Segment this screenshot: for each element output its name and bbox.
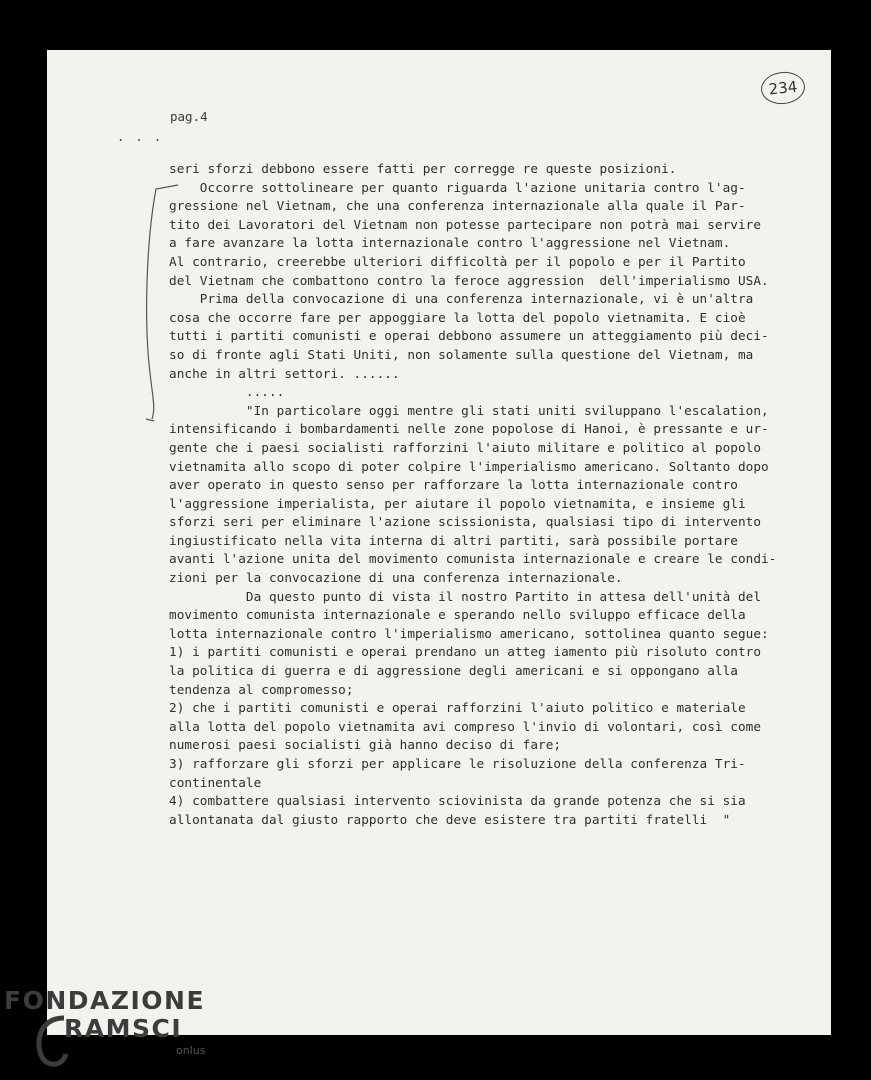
text-line: tito dei Lavoratori del Vietnam non potesse partecipare non potrà mai servire: [169, 216, 762, 232]
text-line: cosa che occorre fare per appoggiare la lotta del popolo vietnamita. E cioè: [169, 309, 746, 325]
text-line: aver operato in questo senso per rafforzare la lotta internazionale contro: [169, 477, 738, 493]
text-line: del Vietnam che combattono contro la feroce aggression dell'imperialismo USA.: [169, 272, 769, 288]
document-page: [47, 50, 831, 1035]
watermark-line2: RAMSCI: [64, 1014, 183, 1043]
text-line: tutti i partiti comunisti e operai debbono assumere un atteggiamento più deci-: [169, 328, 769, 344]
text-line: anche in altri settori. ......: [169, 365, 400, 381]
text-line: vietnamita allo scopo di poter colpire l'imperialismo americano. Soltanto dopo: [169, 458, 769, 474]
text-line: intensificando i bombardamenti nelle zone popolose di Hanoi, è pressante e ur-: [169, 421, 769, 437]
page-label: pag.4: [170, 109, 208, 124]
text-line: 4) combattere qualsiasi intervento sciovinista da grande potenza che si sia: [169, 793, 746, 809]
text-line: Al contrario, creerebbe ulteriori difficoltà per il popolo e per il Partito: [169, 253, 746, 269]
text-line: a fare avanzare la lotta internazionale contro l'aggressione nel Vietnam.: [169, 235, 731, 251]
text-line: lotta internazionale contro l'imperialismo americano, sottolinea quanto segue:: [169, 625, 769, 641]
text-line: zioni per la convocazione di una conferenza internazionale.: [169, 570, 623, 586]
text-line: continentale: [169, 774, 262, 790]
text-line: so di fronte agli Stati Uniti, non solamente sulla questione del Vietnam, ma: [169, 346, 754, 362]
text-line: numerosi paesi socialisti già hanno deciso di fare;: [169, 737, 562, 753]
page-number-stamp: 234: [759, 70, 806, 106]
watermark-line1: FONDAZIONE: [4, 986, 206, 1015]
text-line: movimento comunista internazionale e sperando nello sviluppo efficace della: [169, 607, 746, 623]
text-line: gente che i paesi socialisti rafforzini l'aiuto militare e politico al popolo: [169, 439, 762, 455]
text-line: avanti l'azione unita del movimento comunista internazionale e creare le condi-: [169, 551, 777, 567]
text-line: 1) i partiti comunisti e operai prendano un atteg iamento più risoluto contro: [169, 644, 762, 660]
document-body: [169, 160, 809, 829]
text-line: allontanata dal giusto rapporto che deve esistere tra partiti fratelli ": [169, 811, 731, 827]
text-line: la politica di guerra e di aggressione degli americani e si oppongano alla: [169, 663, 738, 679]
text-line: "In particolare oggi mentre gli stati uniti sviluppano l'escalation,: [169, 402, 769, 418]
text-line: Da questo punto di vista il nostro Partito in attesa dell'unità del: [169, 588, 762, 604]
text-line: seri sforzi debbono essere fatti per corregge re queste posizioni.: [169, 161, 677, 176]
text-line: ingiustificato nella vita interna di altri partiti, sarà possibile portare: [169, 532, 738, 548]
watermark-suffix: onlus: [176, 1044, 206, 1057]
text-line: 3) rafforzare gli sforzi per applicare le risoluzione della conferenza Tri-: [169, 756, 746, 771]
text-line: Prima della convocazione di una conferenza internazionale, vi è un'altra: [169, 291, 754, 307]
text-line: alla lotta del popolo vietnamita avi compreso l'invio di volontari, così come: [169, 718, 762, 734]
text-line: gressione nel Vietnam, che una conferenza internazionale alla quale il Par-: [169, 198, 746, 214]
text-line: 2) che i partiti comunisti e operai rafforzini l'aiuto politico e materiale: [169, 700, 746, 716]
text-line: Occorre sottolineare per quanto riguarda l'azione unitaria contro l'ag-: [169, 179, 746, 195]
text-line: sforzi seri per eliminare l'azione scissionista, qualsiasi tipo di intervento: [169, 514, 762, 530]
text-line: tendenza al compromesso;: [169, 681, 354, 697]
text-line: .....: [169, 384, 285, 400]
text-line: l'aggressione imperialista, per aiutare il popolo vietnamita, e insieme gli: [169, 495, 746, 511]
top-dots: . . .: [117, 130, 164, 144]
fondazione-gramsci-watermark: [4, 986, 206, 1057]
